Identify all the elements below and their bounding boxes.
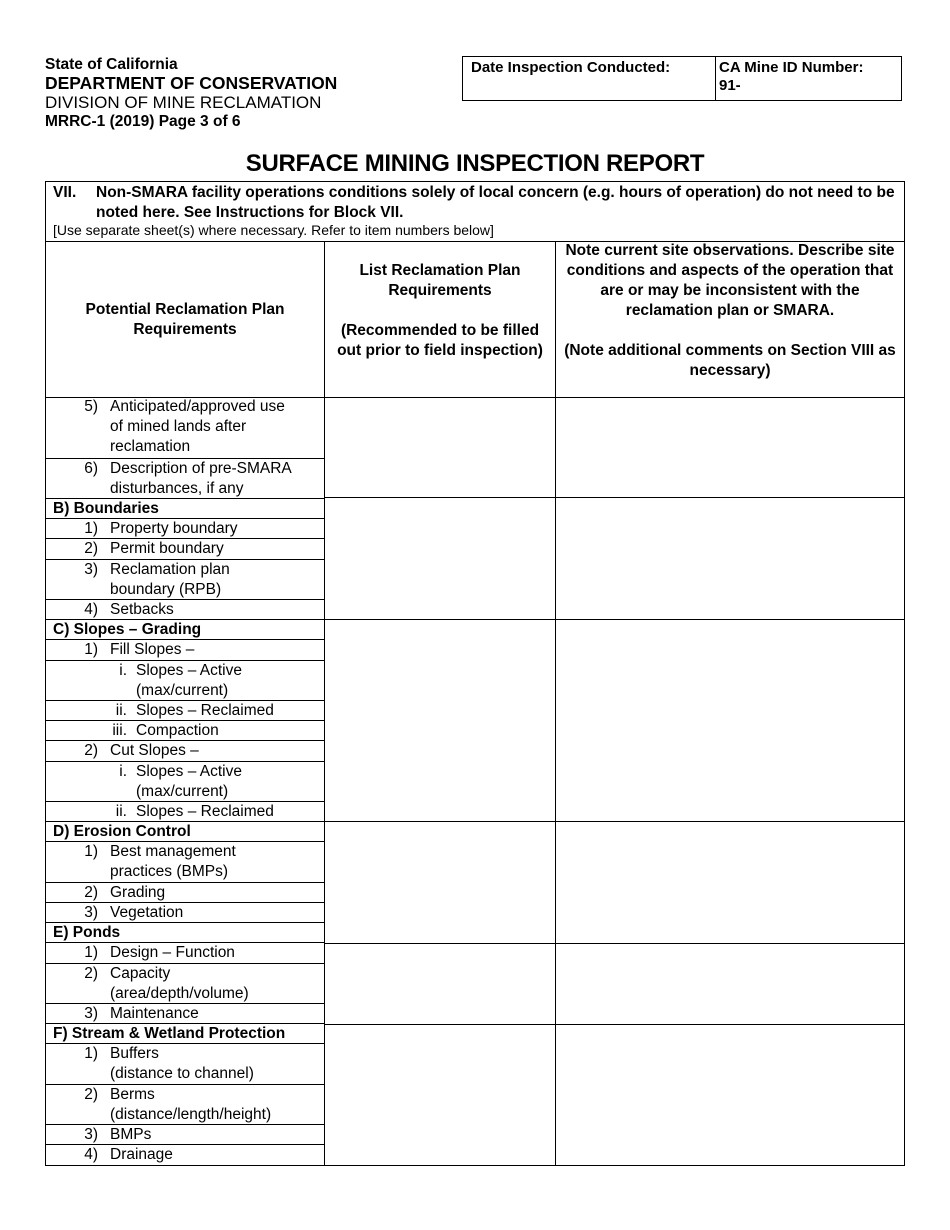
inspection-id-box <box>462 56 902 101</box>
requirement-row <box>46 942 325 963</box>
mine-id-label: CA Mine ID Number: <box>719 59 864 76</box>
item-number: 2) <box>84 540 98 558</box>
item-text-line: Description of pre-SMARA <box>110 459 292 477</box>
item-text <box>110 1085 271 1125</box>
item-text <box>110 397 285 457</box>
item-text-line: Design – Function <box>110 944 235 962</box>
requirement-row <box>46 1124 325 1145</box>
item-text <box>110 640 194 660</box>
item-number: iii. <box>112 722 127 740</box>
requirement-row <box>46 1003 325 1024</box>
item-number: 4) <box>84 601 98 618</box>
item-number: ii. <box>115 702 127 719</box>
item-text-line: Vegetation <box>110 904 184 921</box>
item-text-line: Slopes – Reclaimed <box>136 702 274 719</box>
group-rule-b <box>324 497 904 498</box>
item-text <box>110 600 174 620</box>
item-text-line: boundary (RPB) <box>110 580 222 598</box>
item-text <box>136 762 242 802</box>
item-text <box>110 1125 151 1145</box>
item-text <box>110 1145 173 1165</box>
requirement-row <box>46 559 325 600</box>
item-text <box>110 964 249 1004</box>
item-text-line: Setbacks <box>110 601 174 618</box>
list-requirements-note: (Recommended to be filled out prior to field inspection) <box>337 322 543 359</box>
item-number: 2) <box>84 1085 98 1103</box>
requirement-row <box>46 963 325 1004</box>
report-title: SURFACE MINING INSPECTION REPORT <box>245 150 705 177</box>
item-number: ii. <box>115 803 127 820</box>
column-divider-2 <box>555 241 556 1166</box>
item-number: 2) <box>84 883 98 901</box>
section-number: VII. <box>53 184 77 201</box>
item-text-line: disturbances, if any <box>110 479 244 497</box>
date-inspection-field[interactable] <box>463 57 716 100</box>
item-text-line: Slopes – Active <box>136 762 242 780</box>
item-text <box>136 802 274 822</box>
department-name: DEPARTMENT OF CONSERVATION <box>45 73 338 93</box>
item-text-line: Buffers <box>110 1045 159 1063</box>
item-text-line: Grading <box>110 883 166 901</box>
section-note: [Use separate sheet(s) where necessary. Refer to item numbers below] <box>53 222 494 238</box>
item-number: 1) <box>84 520 98 538</box>
item-text <box>110 560 230 600</box>
item-text-line: Fill Slopes – <box>110 641 195 659</box>
item-number: 1) <box>84 843 98 861</box>
requirement-row <box>46 660 325 701</box>
item-text-line: (distance/length/height) <box>110 1105 272 1123</box>
item-text <box>110 459 292 499</box>
item-number: 2) <box>84 964 98 982</box>
section-heading-row <box>46 821 325 842</box>
section-heading: B) Boundaries <box>53 500 159 517</box>
item-text-line: Best management <box>110 843 236 861</box>
item-text-line: (distance to channel) <box>110 1065 254 1083</box>
item-text <box>110 1004 199 1024</box>
item-text-line: Permit boundary <box>110 540 224 558</box>
list-requirements-title: List Reclamation Plan Requirements <box>359 262 521 299</box>
requirement-row <box>46 1144 325 1165</box>
section-heading: F) Stream & Wetland Protection <box>53 1025 286 1043</box>
division-name: DIVISION OF MINE RECLAMATION <box>45 93 322 112</box>
item-number: 1) <box>84 944 98 962</box>
item-text <box>110 943 235 963</box>
item-text-line: practices (BMPs) <box>110 863 228 881</box>
requirement-row <box>46 458 325 499</box>
requirement-row <box>46 1043 325 1084</box>
group-rule-e <box>324 943 904 944</box>
group-rule-f <box>324 1024 904 1025</box>
mine-id-value: 91- <box>719 77 741 94</box>
requirement-row <box>46 1084 325 1125</box>
requirement-row <box>46 397 325 458</box>
group-rule-c <box>324 619 904 620</box>
agency-header <box>45 55 337 131</box>
item-text-line: Capacity <box>110 964 171 982</box>
item-number: 3) <box>84 560 98 578</box>
section-heading: D) Erosion Control <box>53 823 191 841</box>
item-number: 5) <box>84 398 98 415</box>
item-text-line: Slopes – Active <box>136 661 242 679</box>
requirement-row <box>46 740 325 761</box>
item-number: 3) <box>84 904 98 921</box>
item-text-line: Compaction <box>136 722 219 740</box>
item-number: 6) <box>84 459 98 477</box>
item-number: i. <box>119 661 127 679</box>
section-heading-row <box>46 619 325 640</box>
item-number: 3) <box>84 1005 98 1022</box>
item-number: i. <box>119 762 127 780</box>
column-header-list-requirements <box>328 261 552 361</box>
requirement-row <box>46 882 325 903</box>
item-text-line: Drainage <box>110 1146 173 1164</box>
state-name: State of California <box>45 56 178 73</box>
requirement-row <box>46 599 325 620</box>
section-heading: E) Ponds <box>53 924 121 942</box>
requirement-row <box>46 720 325 741</box>
form-id: MRRC-1 (2019) Page 3 of 6 <box>45 113 241 130</box>
item-text-line: Reclamation plan <box>110 560 230 578</box>
item-number: 3) <box>84 1126 98 1144</box>
item-text <box>136 701 274 721</box>
item-number: 1) <box>84 641 98 659</box>
item-text <box>110 842 236 882</box>
item-text-line: (max/current) <box>136 681 229 699</box>
item-text-line: Maintenance <box>110 1005 199 1022</box>
section-text: Non-SMARA facility operations conditions solely of local concern (e.g. hours of operation) do not need to be noted here. See Instructions for Block VII. <box>96 184 895 221</box>
item-text <box>110 741 199 761</box>
item-text-line: Property boundary <box>110 520 238 538</box>
item-text-line: Slopes – Reclaimed <box>136 803 274 820</box>
item-number: 2) <box>84 742 98 760</box>
item-number: 1) <box>84 1045 98 1063</box>
item-text-line: (max/current) <box>136 782 229 800</box>
requirement-row <box>46 518 325 539</box>
observations-note: (Note additional comments on Section VIII as necessary) <box>564 342 896 379</box>
item-text <box>136 661 242 701</box>
item-text-line: of mined lands after <box>110 418 247 435</box>
item-text <box>110 539 224 559</box>
item-text-line: reclamation <box>110 438 191 455</box>
mine-id-field[interactable] <box>716 57 901 100</box>
observations-title: Note current site observations. Describe site conditions and aspects of the operation that are or may be inconsistent with the reclamation plan or SMARA. <box>565 242 895 319</box>
item-text-line: BMPs <box>110 1126 152 1144</box>
date-inspection-label: Date Inspection Conducted: <box>471 59 671 76</box>
section-heading-row <box>46 1023 325 1044</box>
section-heading-row <box>46 922 325 943</box>
requirement-row <box>46 639 325 660</box>
inspection-form-table <box>45 181 905 1166</box>
column-header-observations <box>559 241 901 381</box>
requirement-row <box>46 841 325 882</box>
item-number: 4) <box>84 1146 98 1164</box>
item-text <box>110 519 238 539</box>
group-rule-d <box>324 821 904 822</box>
item-text <box>110 883 165 903</box>
requirement-row <box>46 902 325 923</box>
requirement-row <box>46 700 325 721</box>
item-text <box>110 1044 254 1084</box>
section-heading-row <box>46 498 325 519</box>
item-text-line: Cut Slopes – <box>110 742 199 760</box>
requirement-row <box>46 761 325 802</box>
item-text <box>110 903 183 923</box>
requirement-row <box>46 801 325 822</box>
item-text-line: (area/depth/volume) <box>110 984 249 1002</box>
column-header-potential: Potential Reclamation Plan Requirements <box>85 301 285 338</box>
item-text <box>136 721 219 741</box>
item-text-line: Anticipated/approved use <box>110 398 285 415</box>
item-text-line: Berms <box>110 1085 155 1103</box>
section-heading: C) Slopes – Grading <box>53 621 202 639</box>
requirement-row <box>46 538 325 559</box>
